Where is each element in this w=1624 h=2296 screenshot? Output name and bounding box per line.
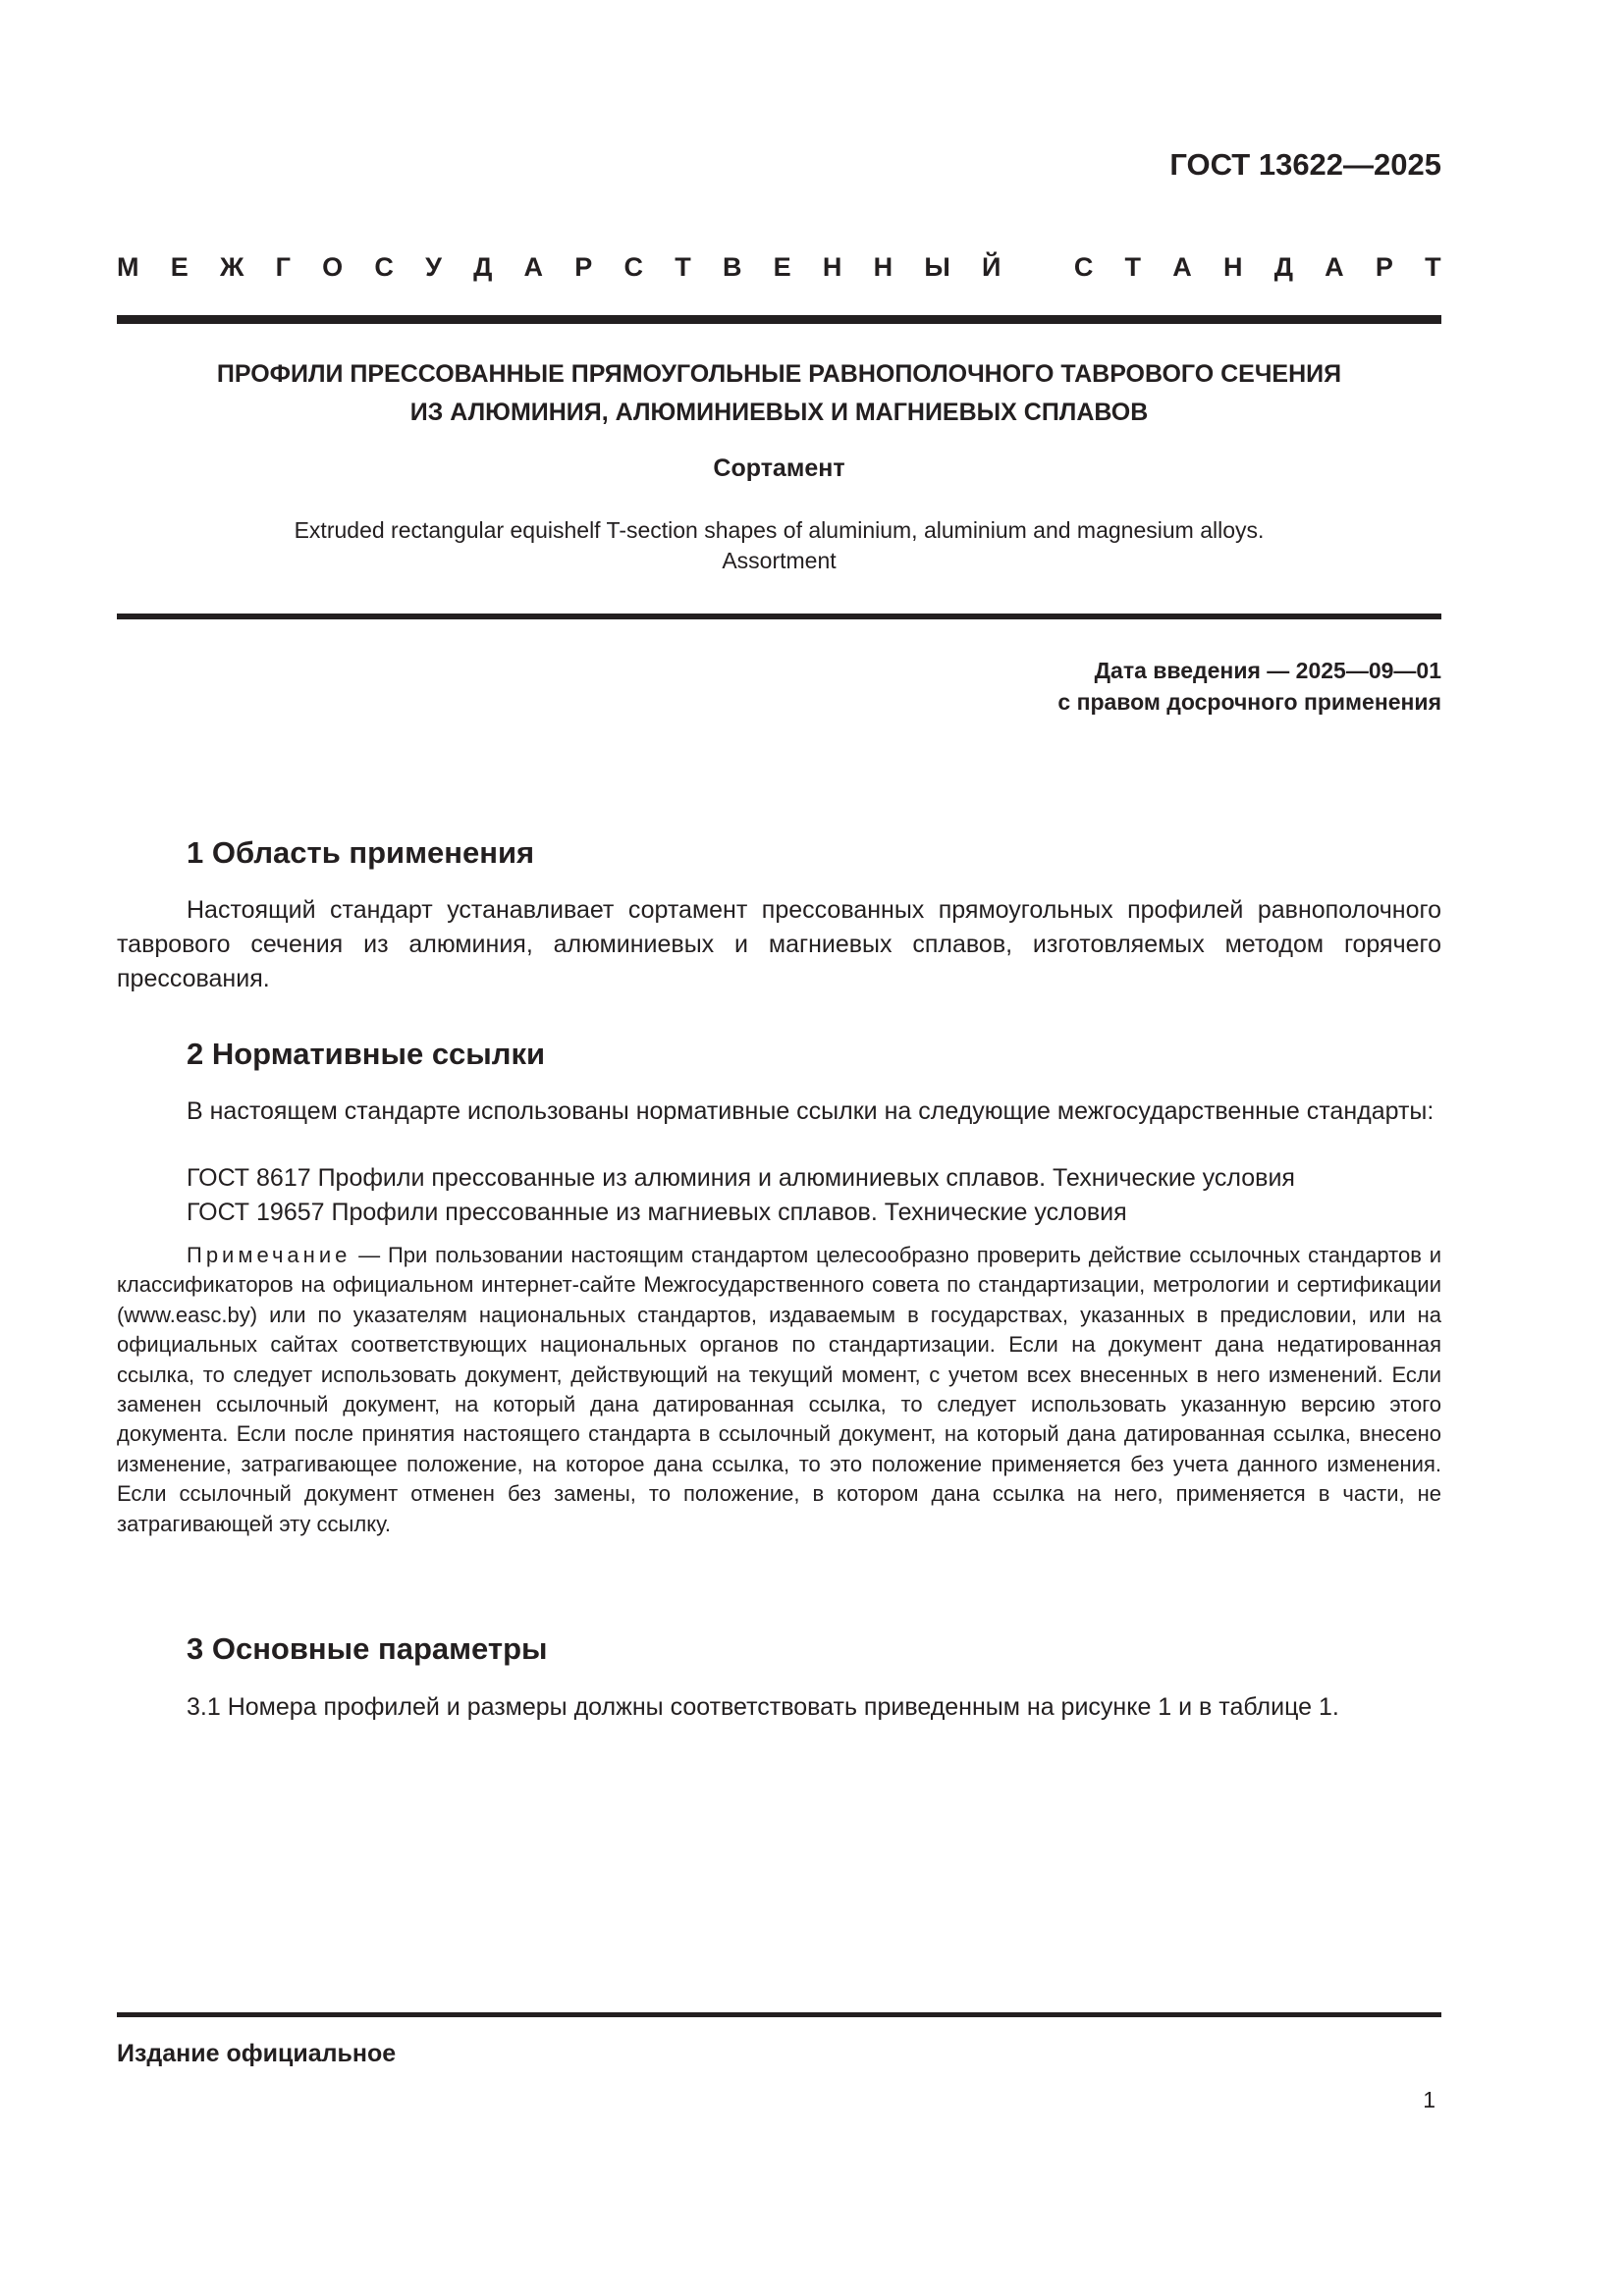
kind-title-letter: Й [981,252,1001,282]
document-code: ГОСТ 13622—2025 [1169,147,1441,182]
kind-title-letter: Н [873,252,893,282]
subtitle: Сортамент [713,454,845,482]
kind-title-letter: Р [1375,252,1393,282]
note-paragraph [117,1241,1441,1539]
introduction-date: Дата введения — 2025—09—01 [1094,658,1441,683]
kind-title-letter: В [722,252,742,282]
normative-reference-2: ГОСТ 19657 Профили прессованные из магниевых сплавов. Технические условия [187,1199,1127,1226]
note-label: Примечание [187,1243,352,1267]
introduction-date-block [1057,655,1441,718]
section-1-heading: 1 Область применения [187,835,535,870]
section-1-text: Настоящий стандарт устанавливает сортамент прессованных прямоугольных профилей равнополочного таврового сечения из алюминия, алюминиевых и магниевых сплавов, изготовляемых методом горячего прессования. [117,896,1441,992]
kind-title-letter: А [523,252,544,282]
kind-title-letter: О [322,252,344,282]
kind-title-letter: Р [574,252,593,282]
kind-title-letter: А [1172,252,1192,282]
kind-title-letter: Ж [219,252,244,282]
page-number: 1 [1423,2087,1435,2112]
kind-title-letter: У [425,252,442,282]
section-3-text: 3.1 Номера профилей и размеры должны соответствовать приведенным на рисунке 1 и в таблице 1. [187,1693,1339,1721]
kind-title-letter: Н [822,252,842,282]
normative-reference-1: ГОСТ 8617 Профили прессованные из алюминия и алюминиевых сплавов. Технические условия [187,1164,1295,1192]
kind-title-letter: Д [1273,252,1293,282]
kind-title-letter: Е [170,252,189,282]
top-rule [117,315,1441,324]
kind-title-letter: М [117,252,139,282]
section-2-heading: 2 Нормативные ссылки [187,1037,546,1071]
kind-title-letter: А [1325,252,1344,282]
english-title-line-2: Assortment [722,548,837,573]
english-title-line-1: Extruded rectangular equishelf T-section shapes of aluminium, aluminium and magnesium alloys. [294,517,1265,543]
kind-title-letter: С [374,252,394,282]
kind-title-letter: Т [1124,252,1142,282]
english-title [117,515,1441,576]
standard-kind-title [117,252,1441,283]
bottom-rule [117,2012,1441,2017]
section-2-text: В настоящем стандарте использованы нормативные ссылки на следующие межгосударственные стандарты: [187,1097,1435,1125]
main-title-line-2: ИЗ АЛЮМИНИЯ, АЛЮМИНИЕВЫХ И МАГНИЕВЫХ СПЛАВОВ [409,399,1149,426]
main-title [117,355,1441,432]
kind-title-letter: Т [675,252,691,282]
kind-title-letter [1033,252,1043,283]
note-text: — При пользовании настоящим стандартом целесообразно проверить действие ссылочных стандартов и классификаторов на официальном интернет-сайте Межгосударственного совета по стандартизации, метрологии и сертификации (www.easc.by) или по указателям национальных стандартов, издаваемым в государствах, указанных в предисловии, или на официальных сайтах соответствующих национальных органов по стандартизации. Если на документ дана недатированная ссылка, то следует использовать документ, действующий на текущий момент, с учетом всех внесенных в него изменений. Если заменен ссылочный документ, на который дана датированная ссылка, то следует использовать указанную версию этого документа. Если после принятия настоящего стандарта в ссылочный документ, на который дана датированная ссылка, внесено изменение, затрагивающее положение, на которое дана ссылка, то это положение применяется без учета данного изменения. Если ссылочный документ отменен без замены, то положение, в котором дана ссылка на него, применяется в части, не затрагивающей эту ссылку. [117,1243,1441,1536]
kind-title-letter: С [623,252,643,282]
middle-rule [117,614,1441,619]
kind-title-letter: Г [275,252,291,282]
kind-title-letter: С [1073,252,1094,282]
official-edition-label: Издание официальное [117,2040,397,2067]
early-application-note: с правом досрочного применения [1057,689,1441,715]
main-title-line-1: ПРОФИЛИ ПРЕССОВАННЫЕ ПРЯМОУГОЛЬНЫЕ РАВНОПОЛОЧНОГО ТАВРОВОГО СЕЧЕНИЯ [216,360,1342,388]
kind-title-letter: Е [773,252,791,282]
section-3-heading: 3 Основные параметры [187,1631,548,1666]
kind-title-letter: Д [473,252,493,282]
kind-title-letter: Н [1222,252,1243,282]
kind-title-letter: Т [1425,252,1441,282]
kind-title-letter: Ы [924,252,950,282]
